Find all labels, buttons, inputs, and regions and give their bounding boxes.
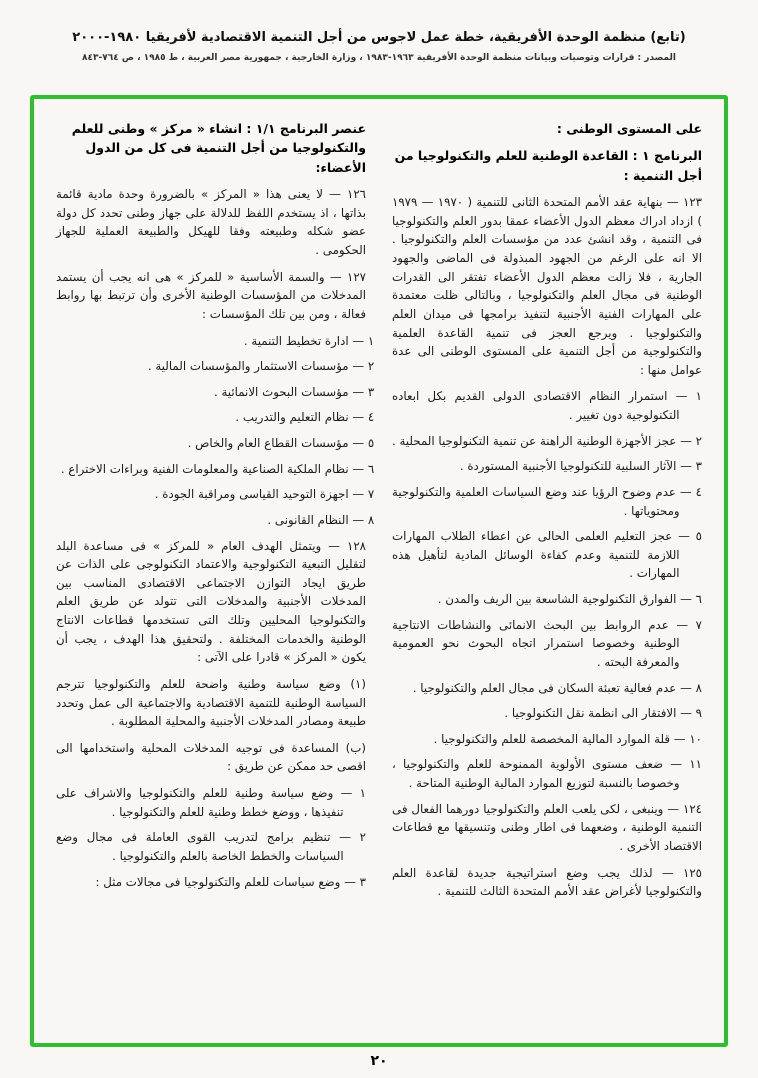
factor-item: ٦ — الفوارق التكنولوجية الشاسعة بين الريف والمدن . (437, 592, 702, 606)
factor-item: ٩ — الافتقار الى انظمة نقل التكنولوجيا . (504, 706, 702, 721)
factor-item: ٨ — عدم فعالية تعبئة السكان فى مجال العلم والتكنولوجيا . (412, 680, 702, 695)
factor-item: ٣ — الآثار السلبية للتكنولوجيا الأجنبية المستوردة . (459, 459, 702, 474)
national-level-heading: على المستوى الوطنى : (556, 121, 702, 136)
institution-item: ٥ — مؤسسات القطاع العام والخاص . (187, 436, 375, 450)
left-column (56, 119, 375, 1027)
paragraph-128: ١٢٨ — ويتمثل الهدف العام « للمركز » فى مساعدة البلد لتقليل التبعية التكنولوجية والاعتماد التكنولوجى على الذات عن طريق ايجاد التوازن الاجتماعى الاقتصادى المناسب بين المدخلات الأجنبية والمدخلات التى تتولد عن طريق العلم والتكنولوجيا المحليين وتلك التى تستخدمها قطاعات الانتاج الوطنية والخدمات المختلفة . ولتحقيق هذا الهدف ، يجب أن يكون « المركز » قادرا على الآتى : (56, 538, 366, 665)
institution-item: ٤ — نظام التعليم والتدريب . (235, 410, 375, 425)
paragraph-a: (١) وضع سياسة وطنية واضحة للعلم والتكنولوجيا تترجم السياسة الوطنية للتنمية الاقتصادية والاجتماعية الى عمل وتحدد طبيعة ومصادر المدخلات الأجنبية والمحلية المطلوبة . (56, 676, 366, 729)
green-border-frame (30, 95, 728, 1047)
factor-item: ١٠ — قلة الموارد المالية المخصصة للعلم والتكنولوجيا . (433, 731, 702, 746)
document-title: (تابع) منظمة الوحدة الأفريقية، خطة عمل لاجوس من أجل التنمية الاقتصادية لأفريقيا ١٩٨٠-٢٠٠٠ (72, 30, 686, 45)
paragraph-126: ١٢٦ — لا يعنى هذا « المركز » بالضرورة وحدة مادية قائمة بذاتها ، اذ يستخدم اللفظ للدلالة على جهاز وطنى تحدد كل دولة عضو شكله وطبيعته وفقا للهيكل والطبيعة العملية للجهاز الحكومى . (56, 187, 366, 257)
institution-item: ١ — ادارة تخطيط التنمية . (243, 333, 375, 348)
paragraph-127: ١٢٧ — والسمة الأساسية « للمركز » هى انه يجب أن يستمد المدخلات من المؤسسات الوطنية الأخرى وأن ترتبط بها روابط فعالة ، ومن بين تلك المؤسسات : (56, 269, 366, 321)
factor-item: ٧ — عدم الروابط بين البحث الانمائى والنشاطات الانتاجية الوطنية وخصوصا استمرار اتجاه البحوث نحو العمومية والمعرفة البحته . (392, 617, 702, 669)
page-number: ٢٠ (370, 1053, 388, 1069)
paragraph-125: ١٢٥ — لذلك يجب وضع استراتيجية جديدة لقاعدة العلم والتكنولوجيا لأغراض عقد الأمم المتحدة الثالث للتنمية . (392, 865, 702, 899)
factor-item: ٥ — عجز التعليم العلمى الحالى عن اعطاء الطلاب المهارات اللازمة للتنمية وعدم كفاءة الوسائل المادية لتأهيل هذه المهارات . (392, 529, 702, 581)
factor-item: ١ — استمرار النظام الاقتصادى الدولى القديم بكل ابعاده التكنولوجية دون تغيير . (392, 389, 702, 422)
factor-item: ٤ — عدم وضوح الرؤيا عند وضع السياسات العلمية والتكنولوجية ومحتوياتها . (392, 484, 702, 518)
institution-item: ٨ — النظام القانونى . (267, 512, 375, 527)
paragraph-123: ١٢٣ — بنهاية عقد الأمم المتحدة الثانى للتنمية ( ١٩٧٠ — ١٩٧٩ ) ازداد ادراك معظم الدول الأعضاء عمقا بدور العلم والتكنولوجيا فى التنمية ، وقد انشئ عدد من مؤسسات العلم والتكنولوجيا . الا انه على الرغم من الجهود المبذولة فى الماضى والجهود الجارية ، فلا زالت معظم الدول الأعضاء تفتقر الى القدرات الوطنية فى مجال العلم والتكنولوجيا ، وبالتالى ظلت معتمدة على المهارات الفنية الأجنبية لتنفيذ برامجها فى ميدان العلم والتكنولوجيا . ويرجع العجز فى تنمية القاعدة العلمية والتكنولوجية من أجل التنمية على المستوى الوطنى الى عدة عوامل منها : (392, 195, 702, 377)
program-element-heading: عنصر البرنامج ١/١ : انشاء « مركز » وطنى للعلم والتكنولوجيا من أجل التنمية فى كل من الدول الأعضاء: (71, 121, 366, 175)
institution-item: ٣ — مؤسسات البحوث الانمائية . (213, 384, 375, 399)
right-column (392, 119, 702, 1027)
task-item: ٣ — وضع سياسات للعلم والتكنولوجيا فى مجالات مثل : (95, 874, 366, 889)
document-source-line: المصدر : قرارات وتوصيات وبيانات منظمة الوحدة الأفريقية ١٩٦٣-١٩٨٣ ، وزارة الخارجية ، جمهورية مصر العربية ، ط ١٩٨٥ ، ص ٧٦٤-٨٤٣ (81, 53, 677, 63)
task-item: ٢ — تنظيم برامج لتدريب القوى العاملة فى مجال وضع السياسات والخطط الخاصة بالعلم والتكنولوجيا . (56, 830, 366, 863)
document-header (0, 0, 758, 63)
two-column-body (34, 99, 724, 1043)
factor-item: ٢ — عجز الأجهزة الوطنية الراهنة عن تنمية التكنولوجيا المحلية . (392, 433, 702, 448)
institution-item: ٢ — مؤسسات الاستثمار والمؤسسات المالية . (147, 359, 375, 374)
paragraph-124: ١٢٤ — وينبغى ، لكى يلعب العلم والتكنولوجيا دورهما الفعال فى التنمية الوطنية ، وضعهما فى اطار وطنى وتنسيقها مع قطاعات الاقتصاد الأخرى . (392, 801, 702, 853)
program-1-heading: البرنامج ١ : القاعدة الوطنية للعلم والتكنولوجيا من أجل التنمية : (394, 148, 702, 183)
paragraph-b: (ب) المساعدة فى توجيه المدخلات المحلية واستخدامها الى اقصى حد ممكن عن طريق : (56, 740, 366, 774)
institution-item: ٧ — اجهزة التوحيد القياسى ومراقبة الجودة . (154, 487, 375, 502)
factor-item: ١١ — ضعف مستوى الأولوية الممنوحة للعلم والتكنولوجيا ، وخصوصا بالنسبة لتوزيع الموارد المالية الوطنية المتاحة . (392, 757, 702, 790)
institution-item: ٦ — نظام الملكية الصناعية والمعلومات الفنية وبراءات الاختراع . (60, 461, 375, 476)
task-item: ١ — وضع سياسة وطنية للعلم والتكنولوجيا والاشراف على تنفيذها ، ووضع خطط وطنية للعلم والتكنولوجيا . (56, 786, 366, 819)
